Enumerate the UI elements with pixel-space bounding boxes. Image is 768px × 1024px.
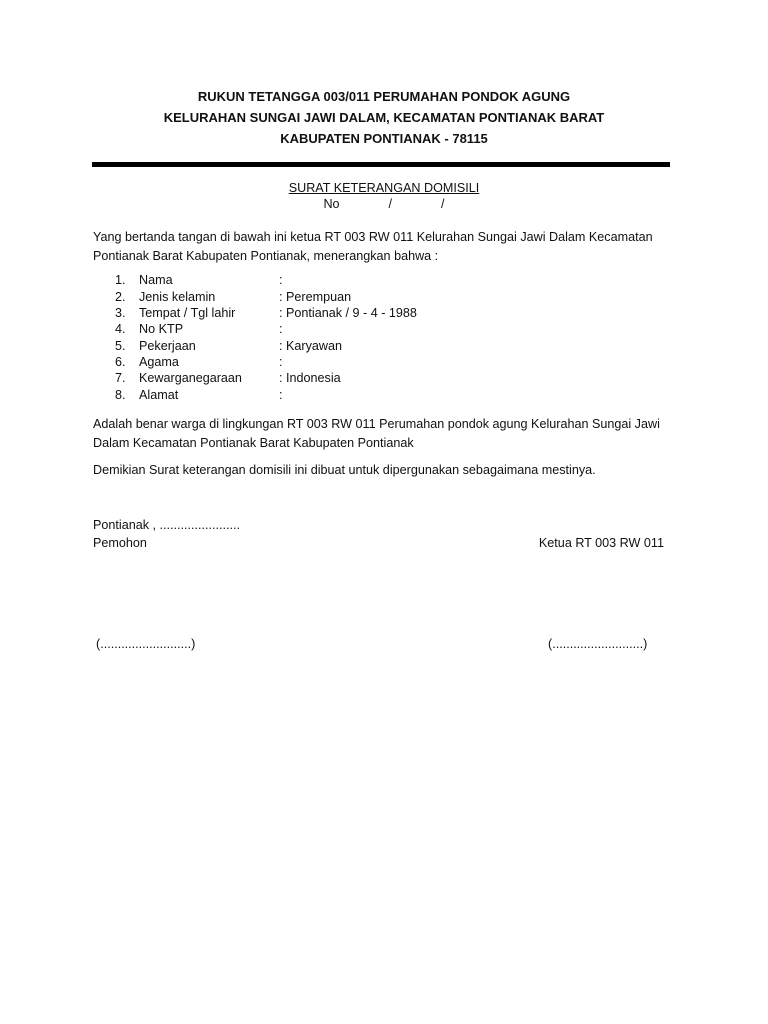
rt-head-label: Ketua RT 003 RW 011 (538, 536, 664, 550)
list-item-label: Pekerjaan (139, 339, 196, 353)
list-item-value: : Indonesia (279, 371, 341, 385)
letter-number: No / / (323, 197, 445, 211)
list-item-number: 7. (115, 371, 126, 385)
applicant-label: Pemohon (93, 536, 147, 550)
list-item-number: 1. (115, 273, 126, 287)
list-item-number: 5. (115, 339, 126, 353)
place-date: Pontianak , ....................... (93, 518, 240, 532)
list-item-label: Kewarganegaraan (139, 371, 242, 385)
rt-head-signature-line: (..........................) (548, 637, 648, 651)
list-item-number: 3. (115, 306, 126, 320)
list-item-number: 8. (115, 388, 126, 402)
header-line-3: KABUPATEN PONTIANAK - 78115 (280, 131, 488, 146)
letter-title (0, 181, 768, 195)
applicant-signature-line: (..........................) (96, 637, 196, 651)
list-item-number: 4. (115, 322, 126, 336)
list-item-label: Nama (139, 273, 173, 287)
list-item-value: : (279, 388, 283, 402)
statement-paragraph: Adalah benar warga di lingkungan RT 003 RW 011 Perumahan pondok agung Kelurahan Sungai Jawi Dalam Kecamatan Pontianak Barat Kabupaten Pontianak (93, 417, 660, 450)
list-item-label: Agama (139, 355, 179, 369)
list-item-value: : Karyawan (279, 339, 342, 353)
list-item-label: Jenis kelamin (139, 290, 216, 304)
closing-paragraph: Demikian Surat keterangan domisili ini dibuat untuk dipergunakan sebagaimana mestinya. (93, 463, 596, 477)
letter-title-text: SURAT KETERANGAN DOMISILI (288, 181, 480, 195)
list-item-value: : Perempuan (279, 290, 352, 304)
list-item-number: 2. (115, 290, 126, 304)
header-divider (92, 162, 670, 167)
intro-paragraph: Yang bertanda tangan di bawah ini ketua RT 003 RW 011 Kelurahan Sungai Jawi Dalam Kecamatan Pontianak Barat Kabupaten Pontianak, menerangkan bahwa : (93, 230, 653, 263)
header-line-1: RUKUN TETANGGA 003/011 PERUMAHAN PONDOK AGUNG (197, 89, 571, 104)
header-line-2: KELURAHAN SUNGAI JAWI DALAM, KECAMATAN PONTIANAK BARAT (163, 110, 605, 125)
list-item-label: Alamat (139, 388, 179, 402)
list-item-value: : (279, 273, 283, 287)
list-item-value: : (279, 322, 283, 336)
list-item-value: : Pontianak / 9 - 4 - 1988 (279, 306, 417, 320)
list-item-label: Tempat / Tgl lahir (139, 306, 236, 320)
list-item-value: : (279, 355, 283, 369)
list-item-number: 6. (115, 355, 126, 369)
list-item-label: No KTP (139, 322, 184, 336)
